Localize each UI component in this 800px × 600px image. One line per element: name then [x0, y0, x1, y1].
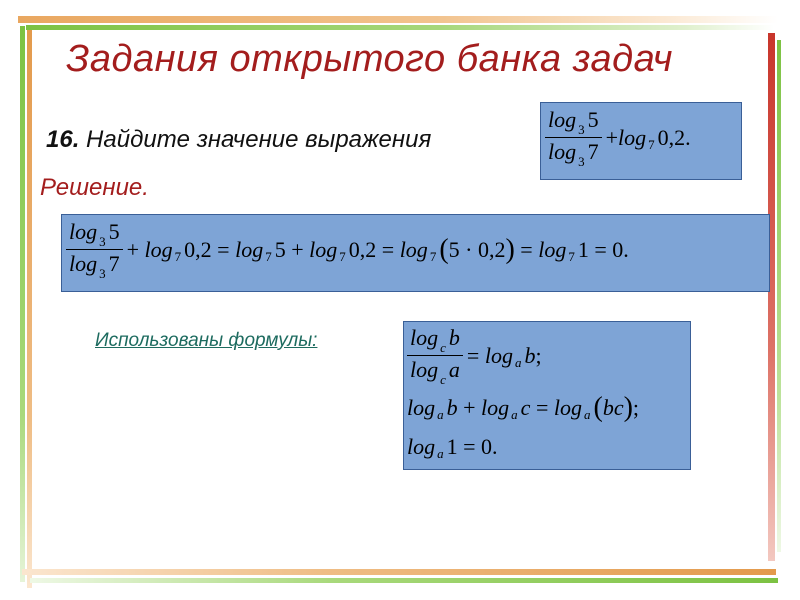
- right-green-border: [777, 40, 781, 552]
- bottom-green-border: [30, 578, 778, 583]
- task-number: 16.: [46, 126, 80, 153]
- left-green-border: [20, 26, 25, 582]
- top-orange-border: [18, 16, 778, 23]
- task-expression: $\frac{\log _3 5}{\log _3 7}$ + log 7 0,2 .: [545, 107, 691, 168]
- task-text: Найдите значение выражения: [86, 126, 432, 153]
- fraction: $\frac{\log _c b}{\log _c a}$: [407, 325, 463, 386]
- slide-title: Задания открытого банка задач: [66, 38, 673, 80]
- fraction: $\frac{\log _3 5}{\log _3 7}$: [66, 219, 123, 280]
- solution-label: Решение.: [40, 174, 149, 201]
- formulas-link[interactable]: Использованы формулы:: [95, 330, 318, 351]
- task-statement: [46, 126, 431, 154]
- solution-box: [61, 214, 770, 292]
- formula-product: log a b + log a c = log a ( bc ) ;: [407, 392, 640, 423]
- formulas-box: [403, 321, 691, 470]
- formula-change-of-base: $\frac{\log _c b}{\log _c a}$ = log a b ;: [407, 325, 542, 386]
- bottom-orange-border: [22, 569, 776, 575]
- solution-expression: $\frac{\log _3 5}{\log _3 7}$ + log 7 0,2 = log 7 5 + log 7 0,2 = log 7 ( 5 · 0,2 ) = log 7 1 = 0 .: [66, 219, 629, 280]
- formula-log-one: log a 1 = 0 .: [407, 434, 498, 461]
- top-green-border: [26, 25, 774, 30]
- left-orange-border: [27, 30, 32, 588]
- task-expression-box: [540, 102, 742, 180]
- right-red-border: [768, 33, 775, 561]
- fraction: $\frac{\log _3 5}{\log _3 7}$: [545, 107, 602, 168]
